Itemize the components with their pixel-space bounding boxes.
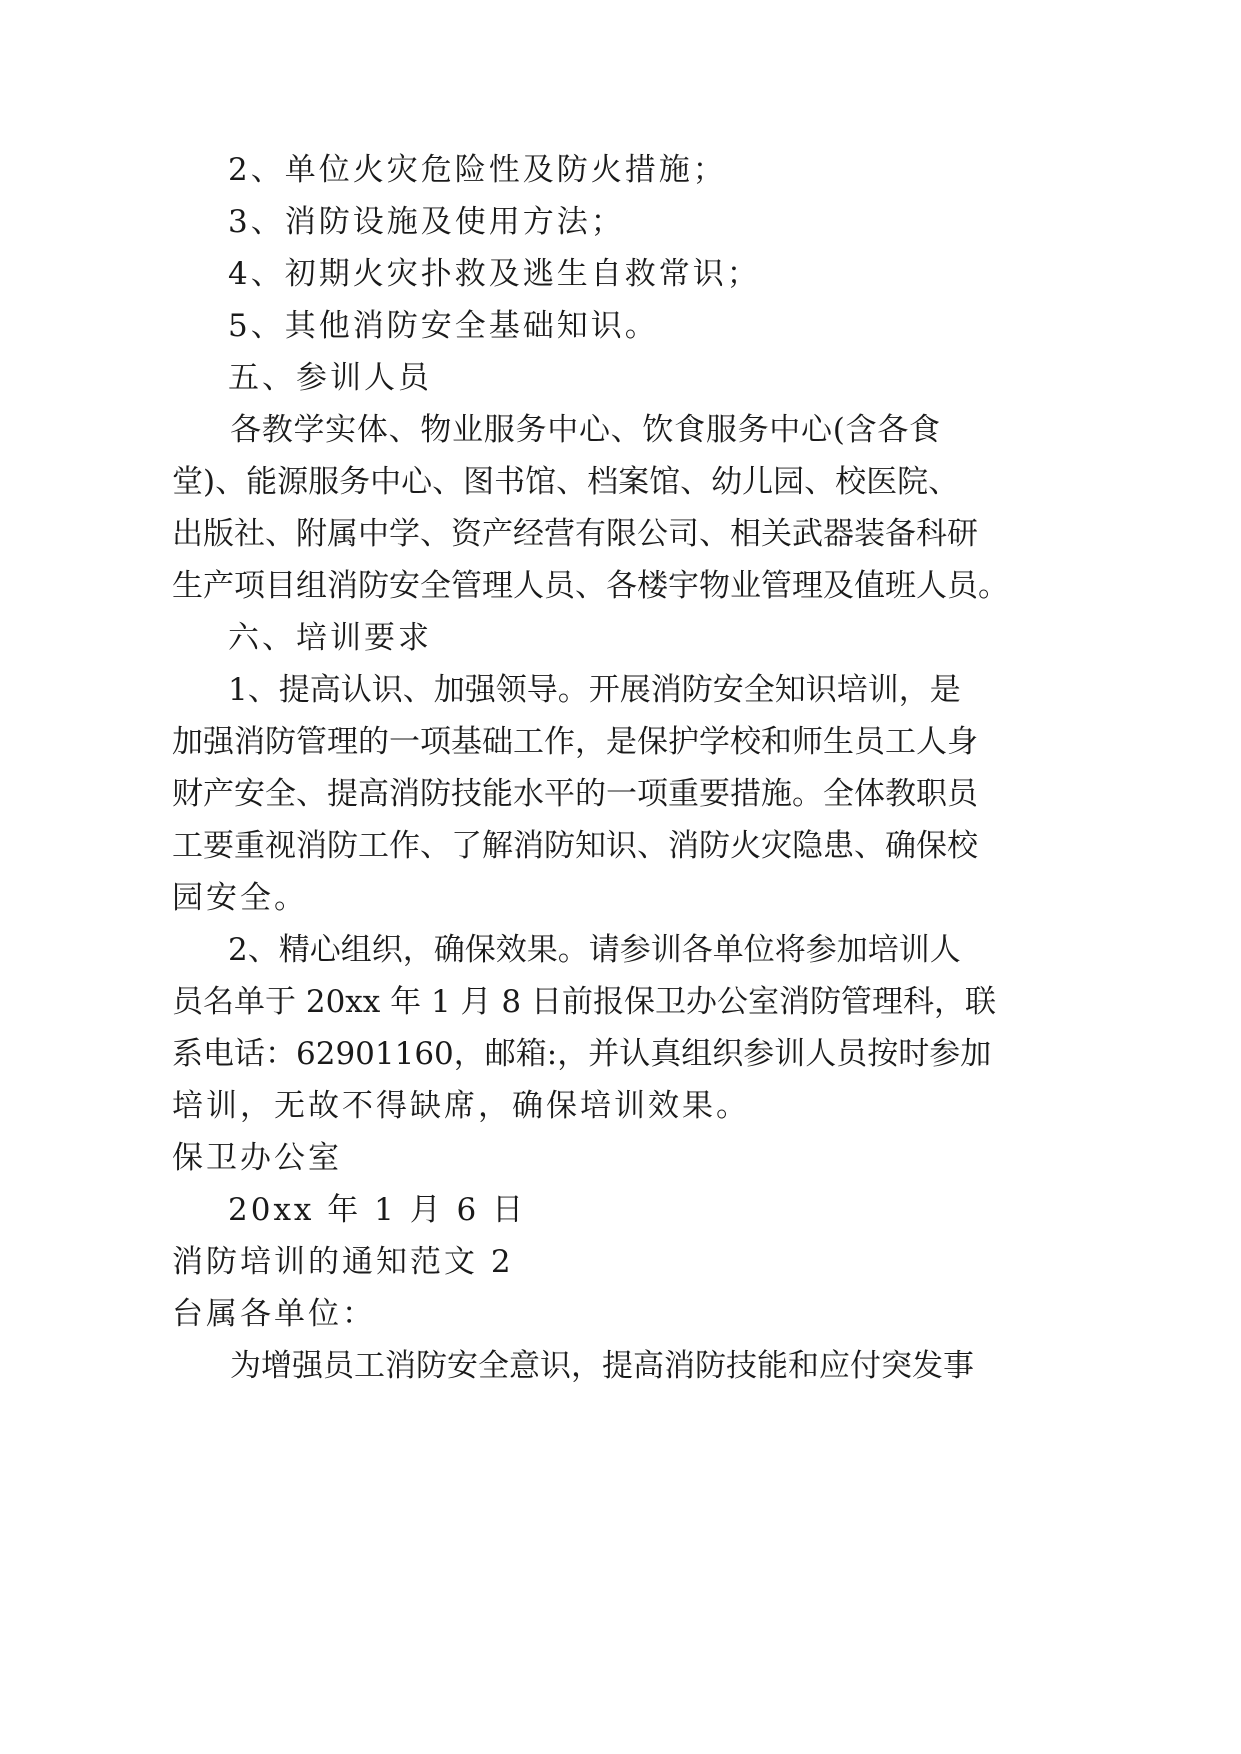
paragraph-line: 培训，无故不得缺席，确保培训效果。 — [172, 1088, 750, 1124]
signature-date: 20xx 年 1 月 6 日 — [228, 1192, 527, 1228]
paragraph-line: 生产项目组消防安全管理人员、各楼宇物业管理及值班人员。 — [172, 568, 1009, 604]
paragraph-line: 出版社、附属中学、资产经营有限公司、相关武器装备科研 — [172, 516, 978, 552]
paragraph-line: 园安全。 — [172, 880, 308, 916]
paragraph-line: 各教学实体、物业服务中心、饮食服务中心(含各食 — [230, 412, 940, 448]
paragraph-line: 加强消防管理的一项基础工作，是保护学校和师生员工人身 — [172, 724, 978, 760]
content-item: 2、单位火灾危险性及防火措施； — [228, 152, 727, 188]
paragraph-line: 系电话：62901160，邮箱:，并认真组织参训人员按时参加 — [172, 1036, 992, 1072]
content-item: 4、初期火灾扑救及逃生自救常识； — [228, 256, 761, 292]
signature-office: 保卫办公室 — [172, 1140, 342, 1176]
content-item: 5、其他消防安全基础知识。 — [228, 308, 659, 344]
paragraph-line: 为增强员工消防安全意识，提高消防技能和应付突发事 — [230, 1348, 974, 1384]
section-heading-participants: 五、参训人员 — [228, 360, 432, 396]
paragraph-line: 财产安全、提高消防技能水平的一项重要措施。全体教职员 — [172, 776, 978, 812]
paragraph-line: 员名单于 20xx 年 1 月 8 日前报保卫办公室消防管理科，联 — [172, 984, 996, 1020]
content-item: 3、消防设施及使用方法； — [228, 204, 625, 240]
salutation: 台属各单位： — [172, 1296, 376, 1332]
paragraph-line: 2、精心组织，确保效果。请参训各单位将参加培训人 — [228, 932, 961, 968]
document-title: 消防培训的通知范文 2 — [172, 1244, 514, 1280]
paragraph-line: 工要重视消防工作、了解消防知识、消防火灾隐患、确保校 — [172, 828, 978, 864]
paragraph-line: 堂)、能源服务中心、图书馆、档案馆、幼儿园、校医院、 — [172, 464, 960, 500]
paragraph-line: 1、提高认识、加强领导。开展消防安全知识培训，是 — [228, 672, 961, 708]
section-heading-requirements: 六、培训要求 — [228, 620, 432, 656]
